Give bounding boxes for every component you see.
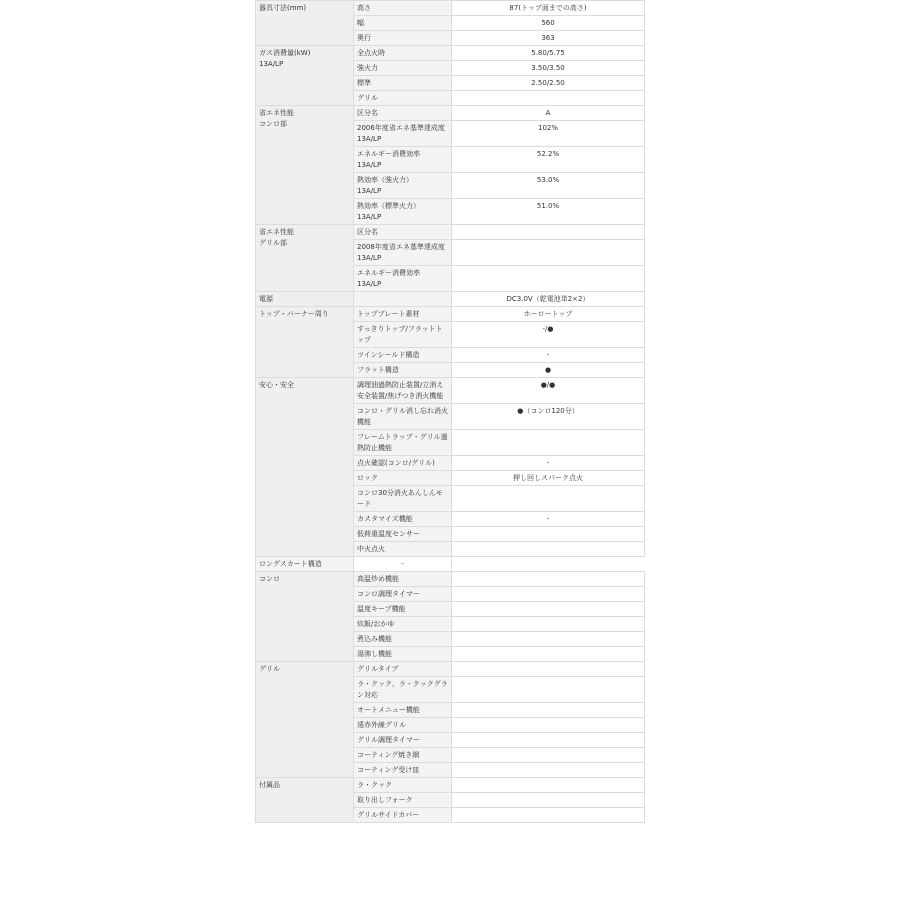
spec-value	[452, 617, 645, 632]
spec-value	[452, 266, 645, 292]
spec-value: A	[452, 106, 645, 121]
spec-value: 押し回しスパーク点火	[452, 471, 645, 486]
spec-value	[452, 572, 645, 587]
spec-value: 52.2%	[452, 147, 645, 173]
spec-category: ガス消費量(kW) 13A/LP	[256, 46, 354, 106]
spec-value	[452, 718, 645, 733]
spec-item: フレームトラップ・グリル過熱防止機能	[354, 430, 452, 456]
spec-value: -	[452, 512, 645, 527]
spec-value: 5.80/5.75	[452, 46, 645, 61]
spec-value: 2.50/2.50	[452, 76, 645, 91]
spec-item: 取り出しフォーク	[354, 793, 452, 808]
spec-value	[452, 430, 645, 456]
spec-category: コンロ	[256, 572, 354, 662]
spec-value	[452, 703, 645, 718]
spec-value	[452, 808, 645, 823]
spec-value	[452, 240, 645, 266]
spec-value	[452, 91, 645, 106]
spec-value	[452, 647, 645, 662]
spec-item: コーティング受け皿	[354, 763, 452, 778]
spec-item: 熱効率（強火力） 13A/LP	[354, 173, 452, 199]
spec-item: 低荷重温度センサー	[354, 527, 452, 542]
spec-category: 省エネ性能 グリル部	[256, 225, 354, 292]
spec-item: グリル	[354, 91, 452, 106]
spec-item: コーティング焼き網	[354, 748, 452, 763]
spec-category: 電源	[256, 292, 354, 307]
spec-item: 強火力	[354, 61, 452, 76]
spec-category: 付属品	[256, 778, 354, 823]
spec-item: エネルギー消費効率 13A/LP	[354, 266, 452, 292]
spec-item: コンロ30分消火あんしんモード	[354, 486, 452, 512]
spec-value: ●（コンロ120分）	[452, 404, 645, 430]
spec-item: 奥行	[354, 31, 452, 46]
spec-value	[452, 225, 645, 240]
spec-category: グリル	[256, 662, 354, 778]
spec-item: グリルタイプ	[354, 662, 452, 677]
spec-item: すっきりトップ/フラットトップ	[354, 322, 452, 348]
spec-value: ●	[452, 363, 645, 378]
spec-value: ホーロートップ	[452, 307, 645, 322]
spec-value: 363	[452, 31, 645, 46]
spec-category: 器具寸法(mm)	[256, 1, 354, 46]
spec-item: 区分名	[354, 225, 452, 240]
spec-value: 3.50/3.50	[452, 61, 645, 76]
spec-value	[452, 748, 645, 763]
spec-table	[255, 0, 645, 823]
spec-value	[452, 486, 645, 512]
spec-value: -/●	[452, 322, 645, 348]
spec-item: ロングスカート構造	[256, 557, 354, 572]
spec-value: 87(トップ面までの高さ)	[452, 1, 645, 16]
spec-item: 湯沸し機能	[354, 647, 452, 662]
spec-item: 点火確認(コンロ/グリル)	[354, 456, 452, 471]
spec-value: ●/●	[452, 378, 645, 404]
spec-item: グリル調理タイマー	[354, 733, 452, 748]
spec-value	[452, 778, 645, 793]
spec-item: 全点火時	[354, 46, 452, 61]
spec-value: -	[452, 348, 645, 363]
spec-row	[256, 46, 645, 61]
spec-value: 560	[452, 16, 645, 31]
spec-row	[256, 662, 645, 677]
spec-item: 幅	[354, 16, 452, 31]
spec-table-body	[256, 1, 645, 823]
spec-value	[452, 763, 645, 778]
spec-category: 安心・安全	[256, 378, 354, 557]
spec-row	[256, 572, 645, 587]
spec-value: 51.0%	[452, 199, 645, 225]
spec-item: 温度キープ機能	[354, 602, 452, 617]
spec-row	[256, 378, 645, 404]
spec-value	[452, 662, 645, 677]
spec-item: エネルギー消費効率 13A/LP	[354, 147, 452, 173]
spec-item: 高さ	[354, 1, 452, 16]
spec-item: 調理油過熱防止装置/立消え安全装置/焦げつき消火機能	[354, 378, 452, 404]
spec-item: ツインシールド構造	[354, 348, 452, 363]
spec-value: 102%	[452, 121, 645, 147]
spec-item: コンロ・グリル消し忘れ消火機能	[354, 404, 452, 430]
spec-item: ラ・クック、ラ・クックグラン対応	[354, 677, 452, 703]
spec-item: 煮込み機能	[354, 632, 452, 647]
spec-value	[452, 677, 645, 703]
spec-value	[452, 587, 645, 602]
spec-item: 区分名	[354, 106, 452, 121]
spec-item: 炊飯/おかゆ	[354, 617, 452, 632]
spec-category: トップ・バーナー周り	[256, 307, 354, 378]
spec-item: コンロ調理タイマー	[354, 587, 452, 602]
spec-item: ラ・クック	[354, 778, 452, 793]
spec-row	[256, 1, 645, 16]
spec-value	[452, 542, 645, 557]
spec-row	[256, 778, 645, 793]
spec-item: トッププレート素材	[354, 307, 452, 322]
spec-item: 高温炒め機能	[354, 572, 452, 587]
spec-value: -	[354, 557, 452, 572]
spec-item: 熱効率（標準火力） 13A/LP	[354, 199, 452, 225]
spec-row	[256, 225, 645, 240]
spec-row	[256, 307, 645, 322]
spec-item: 遠赤外線グリル	[354, 718, 452, 733]
spec-value	[452, 527, 645, 542]
spec-item: グリルサイドカバー	[354, 808, 452, 823]
spec-value: DC3.0V（乾電池単2×2）	[452, 292, 645, 307]
spec-item: 中火点火	[354, 542, 452, 557]
spec-item-empty	[354, 292, 452, 307]
spec-item: 標準	[354, 76, 452, 91]
spec-item: 2006年度省エネ基準達成度 13A/LP	[354, 121, 452, 147]
spec-row	[256, 106, 645, 121]
spec-row	[256, 557, 645, 572]
spec-item: 2008年度省エネ基準達成度 13A/LP	[354, 240, 452, 266]
spec-item: ロック	[354, 471, 452, 486]
spec-value	[452, 632, 645, 647]
spec-value	[452, 602, 645, 617]
spec-item: オートメニュー機能	[354, 703, 452, 718]
spec-value	[452, 733, 645, 748]
spec-item: カスタマイズ機能	[354, 512, 452, 527]
spec-category: 省エネ性能 コンロ部	[256, 106, 354, 225]
spec-row	[256, 292, 645, 307]
spec-item: フラット構造	[354, 363, 452, 378]
spec-value	[452, 793, 645, 808]
spec-value: -	[452, 456, 645, 471]
spec-value: 53.0%	[452, 173, 645, 199]
